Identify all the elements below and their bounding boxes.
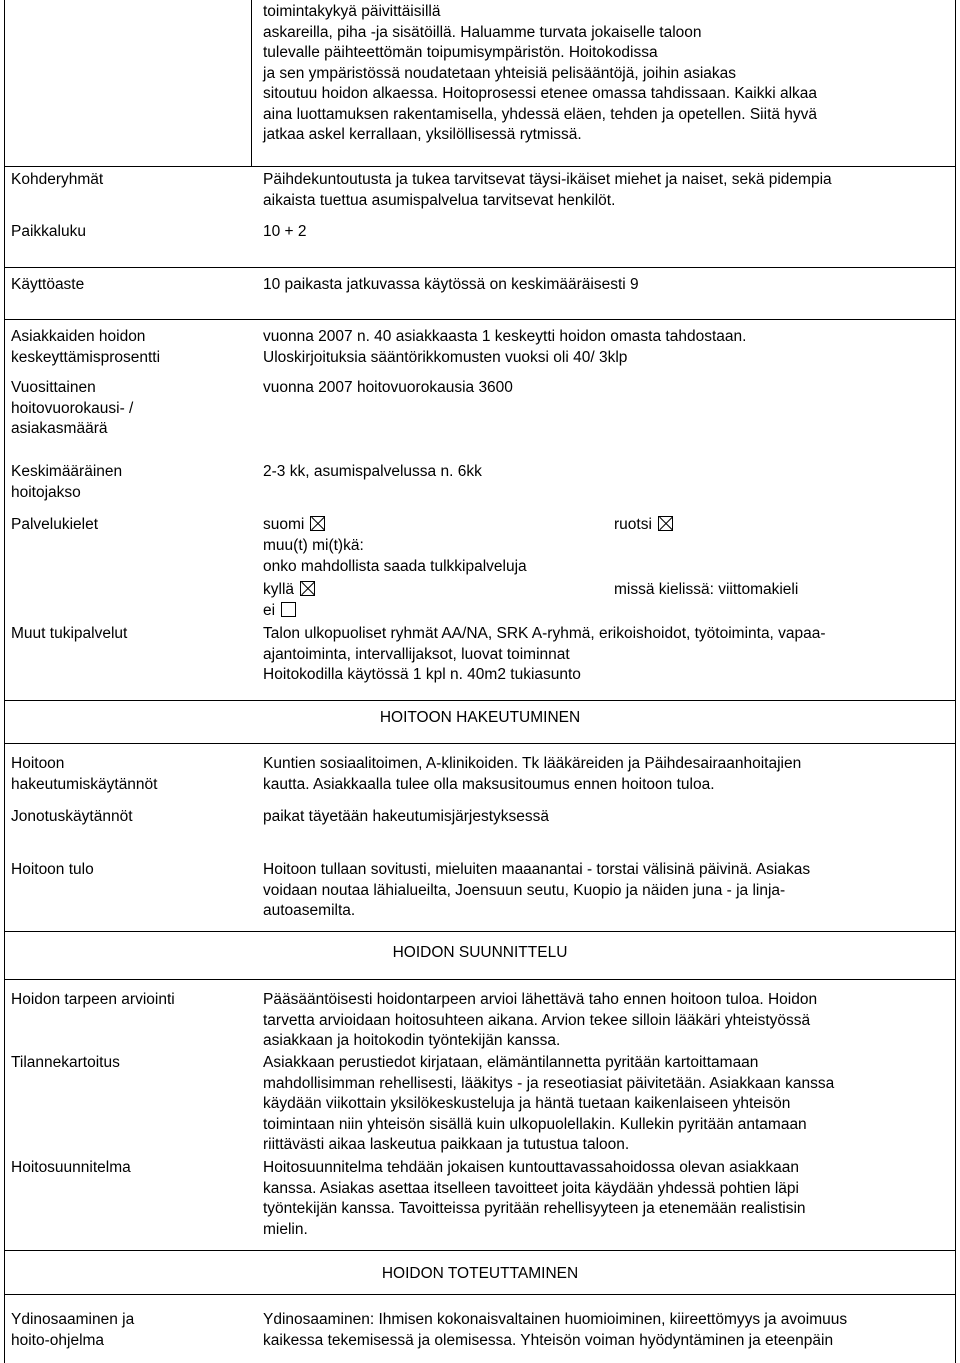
text-line: sitoutuu hoidon alkaessa. Hoitoprosessi etenee omassa tahdissaan. Kaikki alkaa (263, 85, 818, 102)
text-line: Talon ulkopuoliset ryhmät AA/NA, SRK A-ryhmä, erikoishoidot, työtoiminta, vapaa- (263, 625, 826, 642)
text-line: työntekijän kanssa. Tavoitteissa pyritään rehellisyyteen ja etenemään realistisin (263, 1200, 806, 1217)
text-line: Uloskirjoituksia sääntörikkomusten vuoksi oli 40/ 3klp (263, 348, 628, 366)
lang-suomi (263, 515, 325, 536)
tarpeen-arviointi-label: Hoidon tarpeen arviointi (11, 991, 175, 1008)
hoitojakso-value: 2-3 kk, asumispalvelussa n. 6kk (263, 463, 482, 480)
lang-suomi-label: suomi (263, 516, 305, 533)
tulkki-kielissa: missä kielissä: viittomakieli (614, 581, 799, 598)
section-heading-hakeutuminen: HOITOON HAKEUTUMINEN (379, 709, 581, 726)
text-line: riittävästi aikaa laskeutua paikkaan ja tutustua taloon. (263, 1136, 630, 1153)
label-line: asiakasmäärä (11, 420, 108, 437)
ei-checkbox[interactable] (281, 602, 296, 617)
ydinosaaminen-label (11, 1310, 247, 1351)
text-line: kaikessa tekemisessä ja olemisessa. Yhteisön voiman hyödyntäminen ja eteenpäin (263, 1331, 834, 1349)
row-divider (4, 319, 956, 320)
kylla-checkbox[interactable] (300, 581, 315, 596)
ruotsi-checkbox[interactable] (658, 516, 673, 531)
row-divider (4, 166, 956, 167)
row-divider (4, 700, 956, 701)
hakeutumiskaytannot-label (11, 754, 247, 795)
label-line: keskeyttämisprosentti (11, 348, 161, 366)
kohderyhmat-label: Kohderyhmät (11, 171, 104, 188)
row-divider (4, 1250, 956, 1251)
text-line: Hoitosuunnitelma tehdään jokaisen kuntouttavassahoidossa olevan asiakkaan (263, 1159, 799, 1176)
jonotus-label: Jonotuskäytännöt (11, 808, 133, 825)
table-left-border (4, 0, 5, 1363)
column-divider (251, 0, 252, 166)
tukipalvelut-value (263, 624, 953, 686)
text-line: Ydinosaaminen: Ihmisen kokonaisvaltainen huomioiminen, kiireettömyys ja avoimuus (263, 1311, 848, 1328)
text-line: käydään viikottain yksilökeskusteluja ja häntä tuetaan kaikenlaiseen yhteisön (263, 1095, 791, 1112)
text-line: Hoitokodilla käytössä 1 kpl n. 40m2 tukiasunto (263, 666, 581, 683)
text-line: jatkaa askel kerrallaan, yksilöllisessä rytmissä. (263, 126, 582, 143)
text-line: voidaan noutaa lähialueilta, Joensuun seutu, Kuopio ja näiden juna - ja linja- (263, 881, 786, 899)
text-line: mielin. (263, 1220, 308, 1238)
tulkki-ei (263, 601, 296, 622)
text-line: vuonna 2007 n. 40 asiakkaasta 1 keskeytti hoidon omasta tahdostaan. (263, 328, 747, 345)
text-line: toimintaan niin yhteisön sisällä kuin ulkopuolellakin. Kullekin pyritään antamaan (263, 1115, 807, 1133)
label-line: Ydinosaaminen ja (11, 1311, 135, 1328)
text-line: tarvetta arvioidaan hoitosuhteen aikana. Arvion tekee silloin lääkäri yhteistyössä (263, 1011, 811, 1029)
lang-muut: muu(t) mi(t)kä: (263, 537, 364, 554)
tilannekartoitus-label: Tilannekartoitus (11, 1054, 120, 1071)
text-line: toimintakykyä päivittäisillä (263, 3, 441, 20)
text-line: Asiakkaan perustiedot kirjataan, elämäntilannetta pyritään kartoittamaan (263, 1054, 759, 1071)
hoitojakso-label (11, 462, 247, 503)
hoitoon-tulo-value (263, 860, 953, 922)
tulkki-kylla (263, 580, 315, 601)
kylla-label: kyllä (263, 581, 295, 598)
row-divider (4, 1294, 956, 1295)
kayttoaste-label: Käyttöaste (11, 276, 85, 293)
text-line: Hoitoon tullaan sovitusti, mieluiten maaanantai - torstai välisinä päivinä. Asiakas (263, 861, 811, 878)
paikkaluku-value: 10 + 2 (263, 223, 307, 240)
jonotus-value: paikat täyetään hakeutumisjärjestyksessä (263, 808, 550, 825)
vuosittainen-label (11, 378, 247, 440)
kohderyhmat-value (263, 170, 953, 211)
label-line: hoito-ohjelma (11, 1331, 105, 1349)
kayttoaste-value: 10 paikasta jatkuvassa käytössä on keskimääräisesti 9 (263, 276, 639, 293)
label-line: Vuosittainen (11, 379, 96, 396)
row-divider (4, 267, 956, 268)
label-line: hakeutumiskäytännöt (11, 775, 158, 793)
vuosittainen-value: vuonna 2007 hoitovuorokausia 3600 (263, 379, 513, 396)
text-line: mahdollisimman rehellisesti, lääkitys - ja reseotiasiat päivitetään. Asiakkaan kanssa (263, 1074, 835, 1092)
row-divider (4, 743, 956, 744)
lang-ruotsi (614, 515, 673, 536)
ydinosaaminen-value (263, 1310, 953, 1351)
hoitosuunnitelma-value (263, 1158, 953, 1240)
row-divider (4, 931, 956, 932)
text-line: asiakkaan ja hoitokodin työntekijän kanssa. (263, 1032, 561, 1049)
lang-ruotsi-label: ruotsi (614, 516, 652, 533)
ei-label: ei (263, 602, 276, 619)
hakeutumiskaytannot-value (263, 754, 953, 795)
hoitoon-tulo-label: Hoitoon tulo (11, 861, 94, 878)
label-line: Asiakkaiden hoidon (11, 328, 146, 345)
text-line: ja sen ympäristössä noudatetaan yhteisiä pelisääntöjä, joihin asiakas (263, 64, 737, 82)
text-line: kautta. Asiakkaalla tulee olla maksusitoumus ennen hoitoon tuloa. (263, 775, 715, 793)
label-line: Hoitoon (11, 755, 65, 772)
label-line: hoitovuorokausi- / (11, 399, 134, 417)
text-line: kanssa. Asiakas asettaa itselleen tavoitteet joita käydään yhdessä pohtien läpi (263, 1179, 799, 1197)
text-line: Päihdekuntoutusta ja tukea tarvitsevat täysi-ikäiset miehet ja naiset, sekä pidempia (263, 171, 832, 188)
keskeyttamis-value (263, 327, 953, 368)
keskeyttamis-label (11, 327, 247, 368)
tukipalvelut-label: Muut tukipalvelut (11, 625, 128, 642)
label-line: Keskimääräinen (11, 463, 123, 480)
palvelukielet-label: Palvelukielet (11, 516, 99, 533)
text-line: Pääsääntöisesti hoidontarpeen arvioi lähettävä taho ennen hoitoon tuloa. Hoidon (263, 991, 818, 1008)
intro-text (263, 2, 953, 146)
section-heading-toteuttaminen: HOIDON TOTEUTTAMINEN (381, 1265, 579, 1282)
text-line: ajantoiminta, intervallijaksot, luovat toiminnat (263, 645, 570, 663)
tulkki-question: onko mahdollista saada tulkkipalveluja (263, 558, 527, 575)
table-right-border (955, 0, 956, 1363)
text-line: autoasemilta. (263, 902, 356, 919)
text-line: askareilla, piha -ja sisätöillä. Haluamme turvata jokaiselle taloon (263, 23, 702, 41)
hoitosuunnitelma-label: Hoitosuunnitelma (11, 1159, 131, 1176)
section-heading-suunnittelu: HOIDON SUUNNITTELU (392, 944, 568, 961)
suomi-checkbox[interactable] (310, 516, 325, 531)
text-line: Kuntien sosiaalitoimen, A-klinikoiden. Tk lääkäreiden ja Päihdesairaanhoitajien (263, 755, 802, 772)
tilannekartoitus-value (263, 1053, 953, 1156)
paikkaluku-label: Paikkaluku (11, 223, 86, 240)
label-line: hoitojakso (11, 483, 81, 501)
tarpeen-arviointi-value (263, 990, 953, 1052)
text-line: aikaista tuettua asumispalvelua tarvitsevat henkilöt. (263, 191, 616, 209)
text-line: aina luottamuksen rakentamisella, yhdessä eläen, tehden ja opetellen. Siitä hyvä (263, 105, 818, 123)
row-divider (4, 979, 956, 980)
text-line: tulevalle päihteettömän toipumisympäristön. Hoitokodissa (263, 44, 658, 61)
